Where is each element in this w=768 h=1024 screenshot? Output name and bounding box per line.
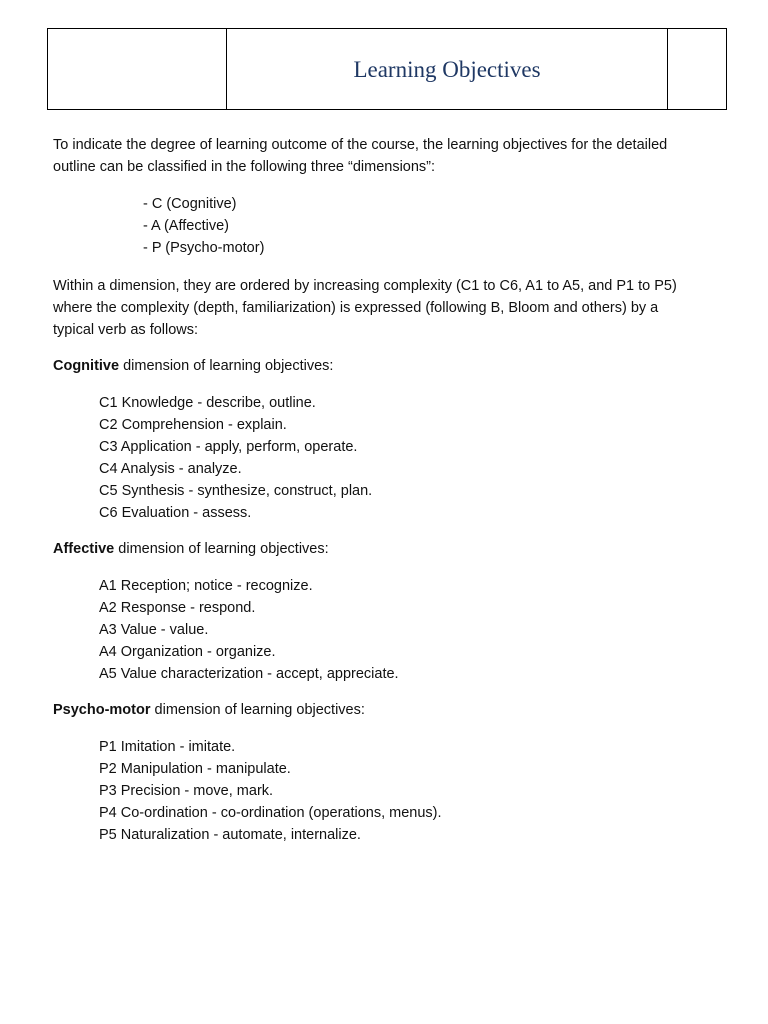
dimension-item: - C (Cognitive) bbox=[143, 196, 237, 212]
cognitive-heading-text: dimension of learning objectives: bbox=[119, 358, 334, 374]
psychomotor-list bbox=[99, 736, 703, 846]
dimension-list bbox=[143, 193, 703, 259]
cognitive-list bbox=[99, 392, 703, 524]
list-item: A5 Value characterization - accept, appreciate. bbox=[99, 666, 399, 682]
cognitive-heading bbox=[53, 355, 703, 377]
affective-heading bbox=[53, 538, 703, 560]
affective-heading-bold: Affective bbox=[53, 541, 115, 557]
psychomotor-heading-text: dimension of learning objectives: bbox=[150, 702, 365, 718]
list-item: C3 Application - apply, perform, operate. bbox=[99, 439, 358, 455]
psychomotor-heading bbox=[53, 699, 703, 721]
list-item: P5 Naturalization - automate, internalize. bbox=[99, 827, 361, 843]
affective-heading-text: dimension of learning objectives: bbox=[114, 541, 329, 557]
list-item: A4 Organization - organize. bbox=[99, 644, 276, 660]
list-item: A2 Response - respond. bbox=[99, 600, 256, 616]
list-item: P4 Co-ordination - co-ordination (operations, menus). bbox=[99, 805, 442, 821]
dimension-item: - P (Psycho-motor) bbox=[143, 240, 265, 256]
cognitive-heading-bold: Cognitive bbox=[53, 358, 120, 374]
list-item: C4 Analysis - analyze. bbox=[99, 461, 242, 477]
list-item: C1 Knowledge - describe, outline. bbox=[99, 395, 316, 411]
list-item: C5 Synthesis - synthesize, construct, plan. bbox=[99, 483, 373, 499]
intro-paragraph: To indicate the degree of learning outcome of the course, the learning objectives for the detailed outline can be classified in the following three “dimensions”: bbox=[53, 137, 668, 175]
list-item: P1 Imitation - imitate. bbox=[99, 739, 236, 755]
page-title: Learning Objectives bbox=[353, 57, 541, 82]
affective-list bbox=[99, 575, 703, 685]
list-item: P3 Precision - move, mark. bbox=[99, 783, 274, 799]
header-cell-title bbox=[227, 29, 668, 110]
list-item: C6 Evaluation - assess. bbox=[99, 505, 252, 521]
header-cell-left bbox=[48, 29, 227, 110]
list-item: A1 Reception; notice - recognize. bbox=[99, 578, 313, 594]
list-item: P2 Manipulation - manipulate. bbox=[99, 761, 291, 777]
dimension-item: - A (Affective) bbox=[143, 218, 229, 234]
complexity-paragraph: Within a dimension, they are ordered by increasing complexity (C1 to C6, A1 to A5, and P1 to P5) where the complexity (depth, familiarization) is expressed (following B, Bloom and others) by a typical verb as follows: bbox=[53, 278, 677, 338]
header-table bbox=[47, 28, 727, 110]
list-item: C2 Comprehension - explain. bbox=[99, 417, 287, 433]
document-body bbox=[53, 134, 703, 860]
psychomotor-heading-bold: Psycho-motor bbox=[53, 702, 151, 718]
header-cell-right bbox=[668, 29, 727, 110]
list-item: A3 Value - value. bbox=[99, 622, 209, 638]
